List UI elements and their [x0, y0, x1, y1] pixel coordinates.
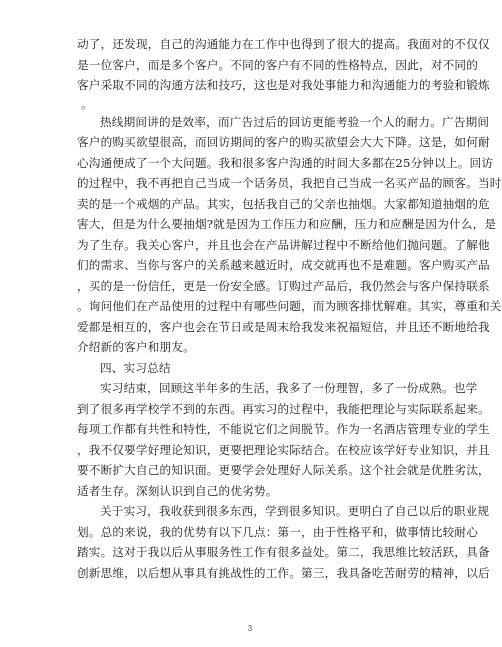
- paragraph-first-line: 关于实习，我收获到很多东西，学到很多知识。更明白了自己以后的职业规: [100, 504, 490, 518]
- text-line: 。询问他们在产品使用的过程中有哪些问题，而为顾客排忧解难。其实，尊重和关: [77, 299, 502, 313]
- text-line: 卖的是一个戒烟的产品。其实，包括我自己的父亲也抽烟。大家都知道抽烟的危: [77, 196, 490, 211]
- text-line: 划。总的来说，我的优势有以下几点：第一，由于性格平和，做事情比较耐心: [77, 524, 478, 539]
- text-line: 适者生存。深刻认识到自己的优劣势。: [77, 483, 278, 498]
- text-line: 客户采取不同的沟通方法和技巧，这也是对我处事能力和沟通能力的考验和锻炼: [77, 78, 490, 92]
- text-line: 为了生存。我关心客户，并且也会在产品讲解过程中不断给他们抛问题。了解他: [77, 237, 490, 252]
- text-line: 介绍新的客户和朋友。: [77, 340, 195, 354]
- text-line: 们的需求、当你与客户的关系越来越近时，成交就再也不是难题。客户购买产品: [77, 258, 490, 272]
- text-line: 。: [81, 96, 93, 111]
- text-line: 要不断扩大自己的知识面。更要学会处理好人际关系。这个社会就是优胜劣汰，: [77, 463, 490, 477]
- text-line: 心沟通便成了一个大问题。我和很多客户沟通的时间大多都在25分钟以上。回访: [77, 155, 494, 170]
- text-line: 客户的购买欲望很高，而回访期间的客户的购买欲望会大大下降。这是，如何耐: [77, 135, 490, 149]
- text-line: ，我不仅要学好理论知识，更要把理论实际结合。在校应该学好专业知识，并且: [77, 442, 490, 457]
- text-line: 的过程中，我不再把自己当成一个话务员，我把自己当成一名买产品的顾客。当时: [77, 176, 502, 190]
- text-line: 动了，还发现，自己的沟通能力在工作中也得到了很大的提高。我面对的不仅仅: [77, 37, 490, 51]
- text-line: 害大，但是为什么要抽烟?就是因为工作压力和应酬，压力和应酬是因为什么，是: [77, 217, 497, 231]
- text-line: 是一位客户，而是多个客户。不同的客户有不同的性格特点，因此，对不同的: [77, 57, 478, 72]
- text-line: 每项工作都有共性和特性，不能说它们之间脱节。作为一名酒店管理专业的学生: [77, 422, 490, 436]
- text-line: 爱都是相互的，客户也会在节日或是周末给我发来祝福短信，并且还不断地给我: [77, 319, 490, 334]
- text-line: 创新思维，以后想从事具有挑战性的工作。第三，我具备吃苦耐劳的精神，以后: [77, 565, 490, 580]
- page-number: 3: [247, 624, 253, 633]
- paragraph-first-line: 实习结束，回顾这半年多的生活，我多了一份理智，多了一份成熟。也学: [100, 381, 478, 395]
- text-line: 到了很多再学校学不到的东西。再实习的过程中，我能把理论与实际联系起来。: [77, 401, 490, 416]
- text-line: 踏实。这对于我以后从事服务性工作有很多益处。第二，我思维比较活跃，具备: [77, 545, 490, 559]
- section-heading: 四、实习总结: [100, 360, 171, 375]
- paragraph-first-line: 热线期间讲的是效率，而广告过后的回访更能考验一个人的耐力。广告期间: [100, 114, 490, 129]
- text-line: ，买的是一份信任，更是一份安全感。订购过产品后，我仍然会与客户保持联系: [77, 278, 490, 293]
- document-body: [77, 34, 502, 583]
